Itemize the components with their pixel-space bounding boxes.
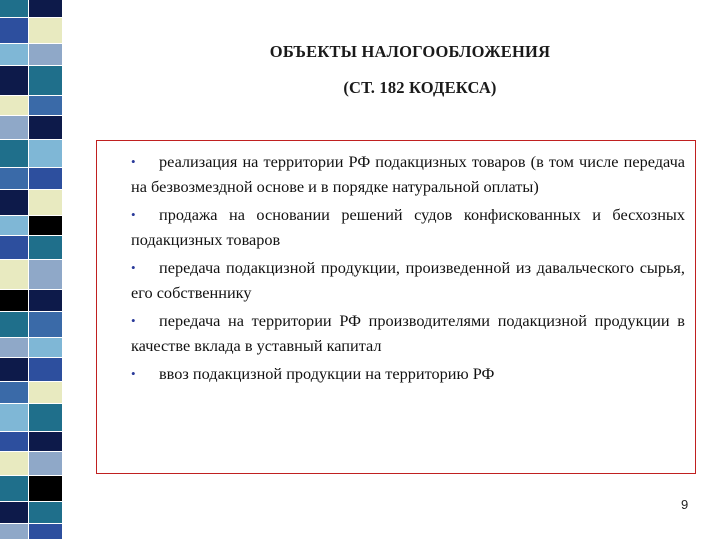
decorative-stripe-segment	[28, 290, 62, 311]
decorative-stripe-segment	[28, 236, 62, 259]
decorative-stripe	[0, 116, 62, 140]
bullet-icon: •	[131, 207, 136, 222]
decorative-stripe	[0, 44, 62, 66]
decorative-stripe	[0, 290, 62, 312]
list-item	[131, 362, 685, 387]
decorative-stripe-segment	[28, 18, 62, 43]
bullet-icon: •	[131, 366, 136, 381]
decorative-stripe-bar	[0, 0, 62, 540]
content-box	[96, 140, 696, 474]
list-item-text: продажа на основании решений судов конфискованных и бесхозных подакцизных товаров	[131, 205, 685, 249]
decorative-stripe-segment	[28, 452, 62, 475]
list-item	[131, 150, 685, 199]
decorative-stripe	[0, 338, 62, 358]
decorative-stripe-segment	[28, 44, 62, 65]
list-item	[131, 203, 685, 252]
decorative-stripe	[0, 312, 62, 338]
decorative-stripe	[0, 502, 62, 524]
decorative-stripe	[0, 0, 62, 18]
decorative-stripe	[0, 190, 62, 216]
decorative-stripe	[0, 168, 62, 190]
decorative-stripe	[0, 452, 62, 476]
decorative-stripe-segment	[28, 260, 62, 289]
decorative-stripe-segment	[28, 502, 62, 523]
decorative-stripe	[0, 358, 62, 382]
decorative-stripe-segment	[28, 96, 62, 115]
decorative-stripe	[0, 66, 62, 96]
decorative-stripe-segment	[28, 66, 62, 95]
list-item-text: реализация на территории РФ подакцизных товаров (в том числе передача на безвозмездной основе и в порядке натуральной оплаты)	[131, 152, 685, 196]
decorative-stripe	[0, 18, 62, 44]
decorative-stripe	[0, 140, 62, 168]
decorative-stripe-segment	[28, 216, 62, 235]
decorative-stripe-segment	[28, 116, 62, 139]
decorative-stripe-segment	[28, 190, 62, 215]
decorative-stripe	[0, 404, 62, 432]
decorative-stripe	[0, 432, 62, 452]
decorative-stripe-segment	[28, 358, 62, 381]
list-item	[131, 309, 685, 358]
decorative-stripe-segment	[28, 312, 62, 337]
decorative-stripe	[0, 524, 62, 540]
bullet-icon: •	[131, 313, 136, 328]
decorative-stripe	[0, 236, 62, 260]
bullet-icon: •	[131, 154, 136, 169]
decorative-stripe-segment	[28, 432, 62, 451]
decorative-stripe-segment	[28, 524, 62, 539]
list-item-text: передача на территории РФ производителями подакцизной продукции в качестве вклада в уставный капитал	[131, 311, 685, 355]
decorative-stripe	[0, 382, 62, 404]
decorative-stripe	[0, 476, 62, 502]
page-number: 9	[681, 497, 689, 512]
decorative-stripe-segment	[28, 382, 62, 403]
slide-title-line2: (СТ. 182 КОДЕКСА)	[343, 78, 497, 97]
bullet-icon: •	[131, 260, 136, 275]
decorative-stripe-segment	[28, 140, 62, 167]
decorative-stripe	[0, 96, 62, 116]
list-item	[131, 256, 685, 305]
decorative-stripe-segment	[28, 338, 62, 357]
decorative-stripe-segment	[28, 0, 62, 17]
decorative-stripe	[0, 260, 62, 290]
decorative-stripe-segment	[28, 404, 62, 431]
decorative-stripe-segment	[28, 476, 62, 501]
decorative-stripe	[0, 216, 62, 236]
list-item-text: передача подакцизной продукции, произведенной из давальческого сырья, его собственнику	[131, 258, 685, 302]
list-item-text: ввоз подакцизной продукции на территорию РФ	[159, 364, 495, 383]
decorative-stripe-segment	[28, 168, 62, 189]
slide-title-line1: ОБЪЕКТЫ НАЛОГООБЛОЖЕНИЯ	[269, 42, 551, 61]
